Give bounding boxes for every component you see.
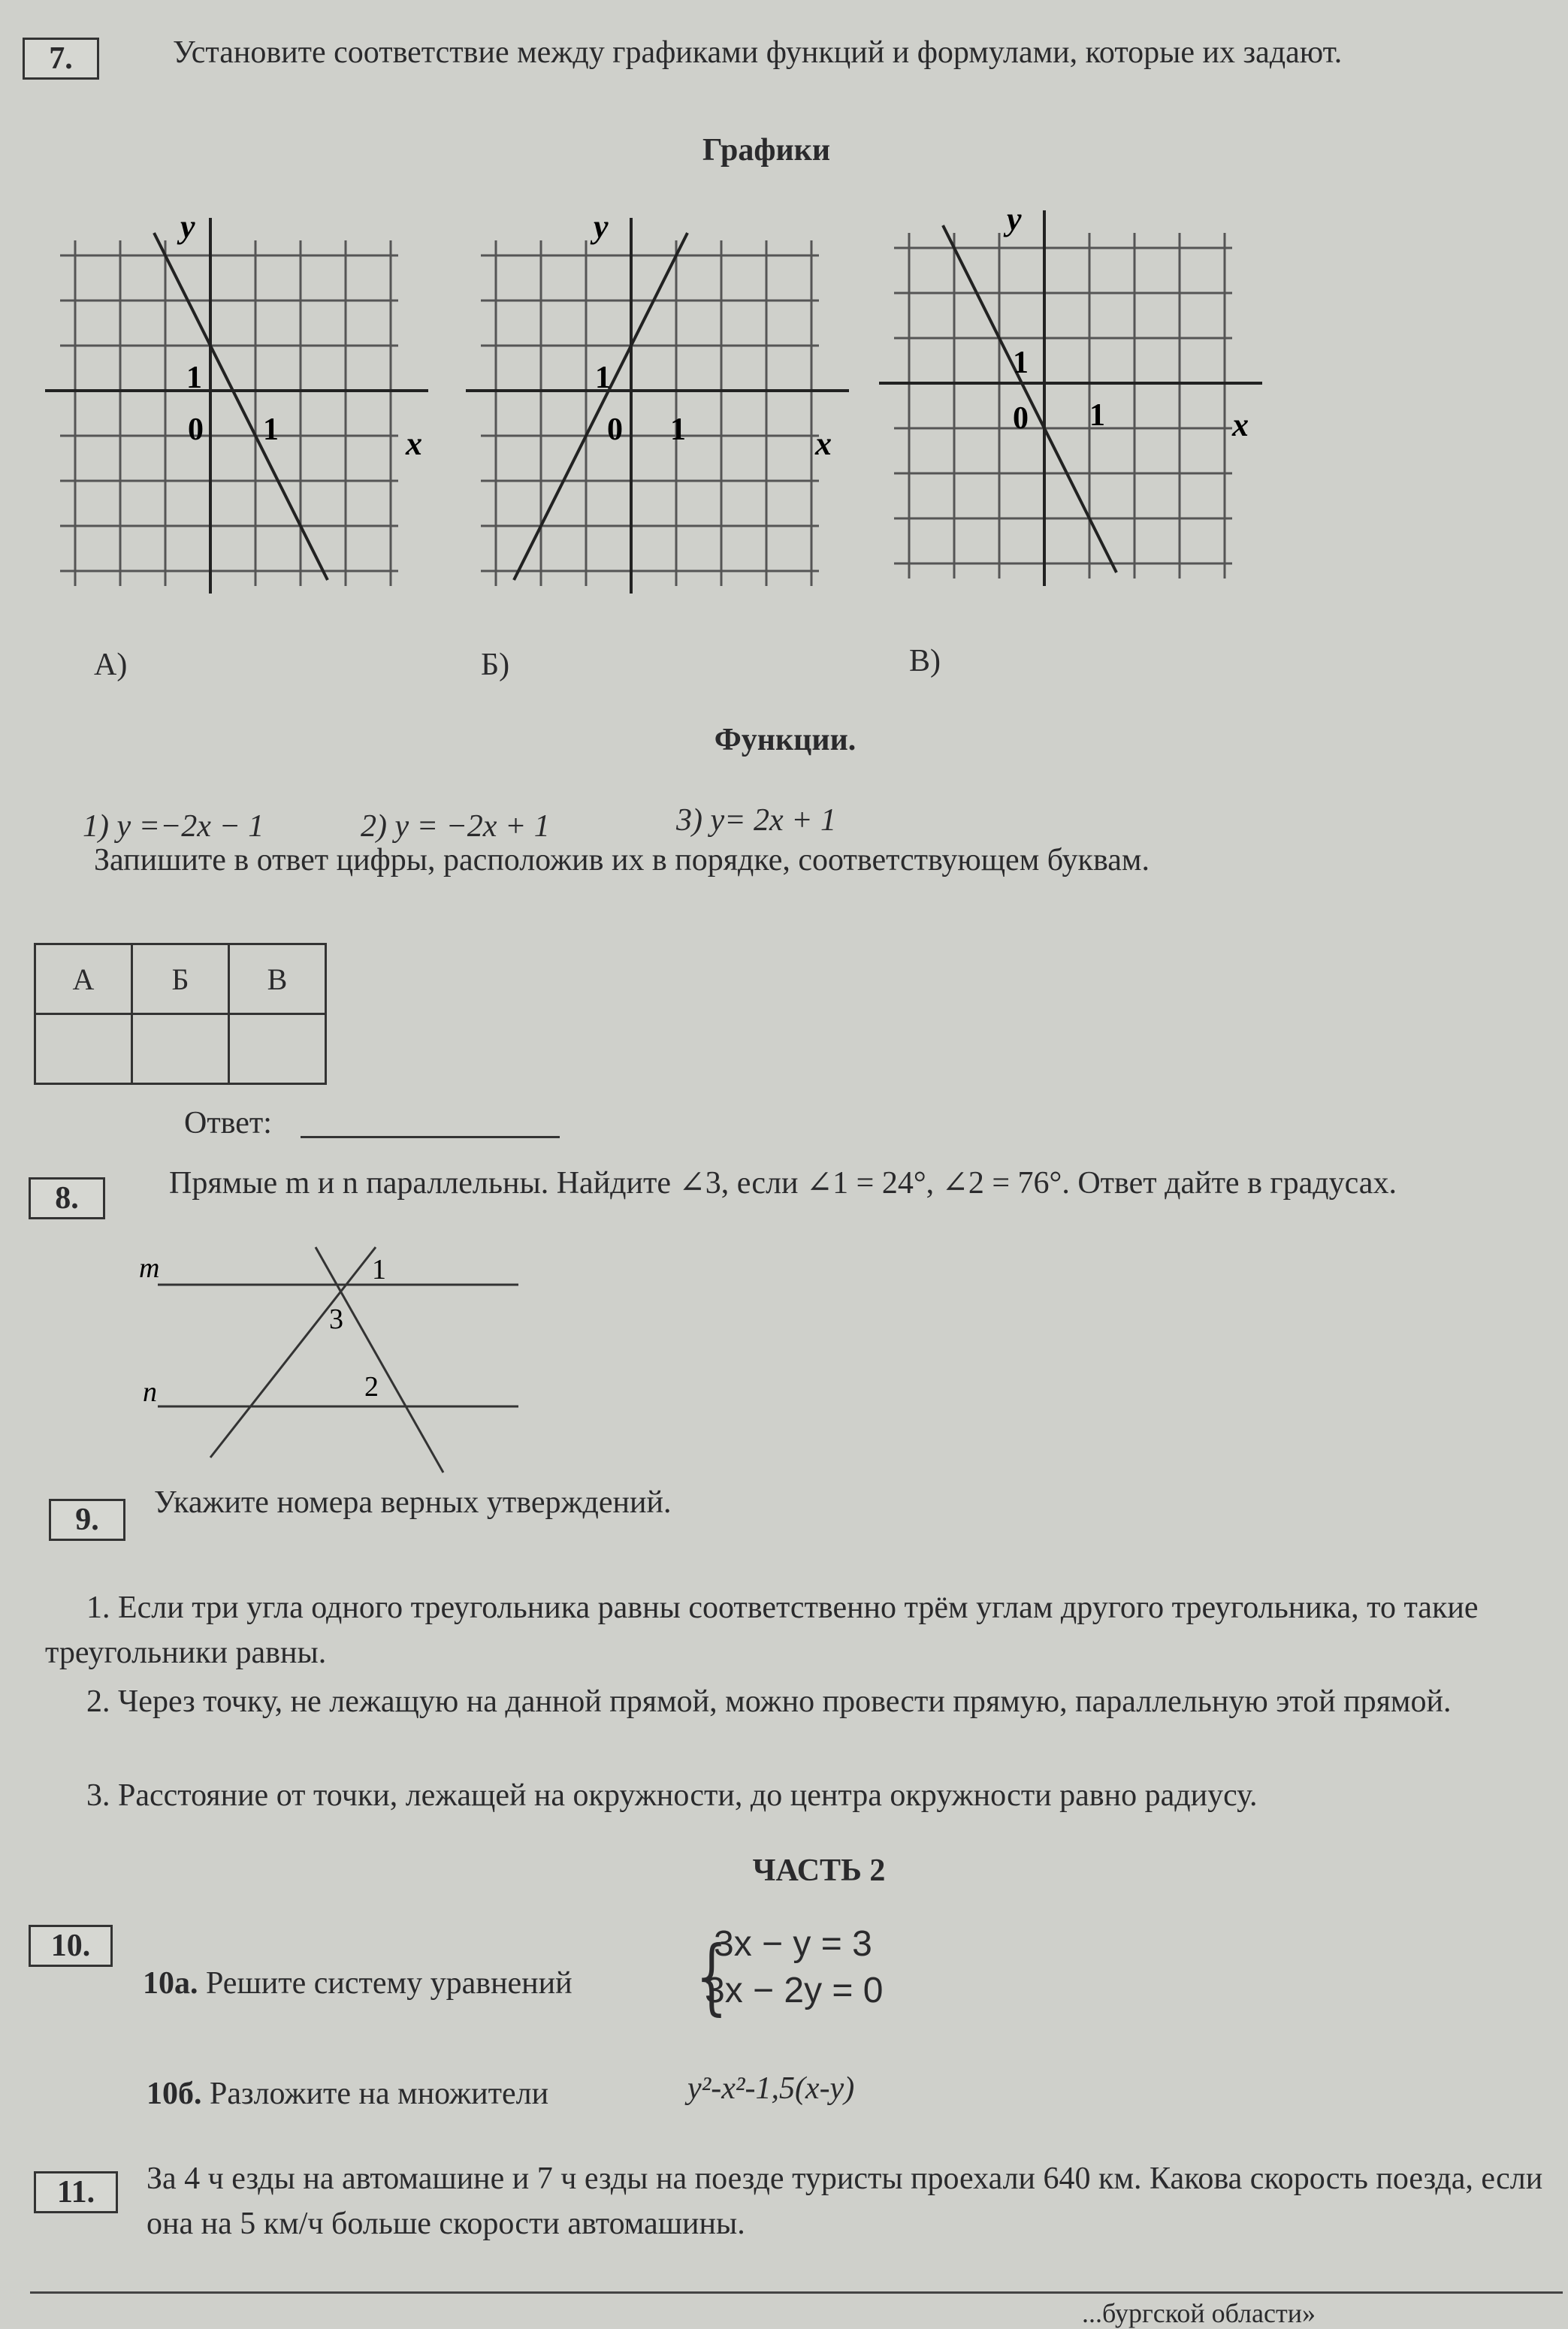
- graph-a-unit-x: 1: [263, 412, 279, 447]
- answer-cell-v[interactable]: [229, 1014, 326, 1084]
- equation-1: 3x − y = 3: [714, 1924, 872, 1964]
- graph-b-grid: [481, 240, 819, 586]
- statement-3: 3. Расстояние от точки, лежащей на окружности, до центра окружности равно радиусу.: [86, 1778, 1258, 1813]
- graph-b-unit-y: 1: [595, 361, 611, 395]
- function-3: 3) y= 2x + 1: [676, 803, 836, 838]
- transversal-1: [210, 1247, 376, 1458]
- graph-v-y-label: y: [1007, 203, 1022, 237]
- graph-a-grid: [60, 240, 398, 586]
- function-1: 1) y =−2x − 1: [83, 809, 264, 844]
- task10a-text: Решите систему уравнений: [206, 1966, 573, 2001]
- graph-b-unit-x: 1: [670, 412, 686, 447]
- answer-table: [34, 943, 327, 1085]
- system-brace: {: [696, 1928, 727, 2024]
- table-header-a: А: [35, 944, 132, 1014]
- graph-v-origin: 0: [1013, 401, 1029, 436]
- graph-a-letter: А): [94, 648, 128, 682]
- task11-text: За 4 ч езды на автомашине и 7 ч езды на поезде туристы проехали 640 км. Какова скорость поезда, если она на 5 км/ч больше скорости автомашины.: [147, 2161, 1543, 2241]
- graph-v: [879, 203, 1270, 594]
- task7-instruction: Запишите в ответ цифры, расположив их в порядке, соответствующем буквам.: [94, 843, 1150, 878]
- task10b-text: Разложите на множители: [210, 2077, 549, 2111]
- part2-heading: ЧАСТЬ 2: [752, 1853, 886, 1888]
- answer-line[interactable]: [301, 1136, 560, 1138]
- task9-text: Укажите номера верных утверждений.: [154, 1485, 672, 1520]
- angle-2-label: 2: [364, 1371, 379, 1403]
- task10b-label: 10б.: [147, 2077, 202, 2111]
- graph-a-unit-y: 1: [186, 361, 202, 395]
- graph-a-y-label: y: [180, 210, 195, 245]
- graph-a-x-label: x: [406, 425, 422, 462]
- graph-b-x-label: x: [815, 425, 832, 462]
- answer-label: Ответ:: [184, 1106, 272, 1140]
- answer-cell-b[interactable]: [132, 1014, 229, 1084]
- functions-heading: Функции.: [714, 723, 857, 757]
- task-number-8: 8.: [29, 1177, 105, 1219]
- graph-a-origin: 0: [188, 412, 204, 447]
- graph-b-letter: Б): [481, 648, 510, 682]
- task-number-10: 10.: [29, 1925, 113, 1967]
- function-2: 2) y = −2x + 1: [361, 809, 550, 844]
- task-number-11: 11.: [34, 2171, 118, 2213]
- footer-rule: [30, 2291, 1563, 2294]
- graph-b-y-label: y: [594, 210, 609, 245]
- statement-1: 1. Если три угла одного треугольника равны соответственно трём углам другого треугольника, то такие треугольники равны.: [45, 1590, 1479, 1670]
- graph-a: [45, 210, 436, 601]
- statement-2: 2. Через точку, не лежащую на данной прямой, можно провести прямую, параллельную этой прямой.: [86, 1684, 1452, 1719]
- table-header-v: В: [229, 944, 326, 1014]
- task10b: [147, 2071, 548, 2116]
- graph-b: [466, 210, 857, 601]
- task8-figure: [128, 1240, 533, 1488]
- task10a: [143, 1961, 573, 2006]
- answer-cell-a[interactable]: [35, 1014, 132, 1084]
- graph-v-grid: [894, 233, 1232, 578]
- graphs-heading: Графики: [702, 133, 831, 168]
- graph-v-x-label: x: [1232, 406, 1249, 443]
- graph-v-unit-y: 1: [1013, 346, 1029, 380]
- task-number-9: 9.: [49, 1499, 125, 1541]
- equation-2: 3x − 2y = 0: [705, 1971, 884, 2010]
- graph-b-origin: 0: [607, 412, 623, 447]
- table-header-b: Б: [132, 944, 229, 1014]
- task7-intro: Установите соответствие между графиками функций и формулами, которые их задают.: [173, 35, 1343, 70]
- graph-v-unit-x: 1: [1089, 398, 1105, 433]
- task10b-expression: y²-x²-1,5(x-y): [687, 2071, 855, 2106]
- task8-text: Прямые m и n параллельны. Найдите ∠3, если ∠1 = 24°, ∠2 = 76°. Ответ дайте в градусах.: [169, 1166, 1397, 1201]
- label-n: n: [143, 1376, 157, 1408]
- graph-v-letter: В): [909, 644, 941, 678]
- task-number-7: 7.: [23, 38, 99, 80]
- angle-1-label: 1: [372, 1254, 386, 1285]
- footer-text: ...бургской области»: [1082, 2298, 1316, 2328]
- angle-3-label: 3: [329, 1303, 343, 1335]
- task10a-label: 10а.: [143, 1966, 198, 2001]
- label-m: m: [139, 1252, 160, 1284]
